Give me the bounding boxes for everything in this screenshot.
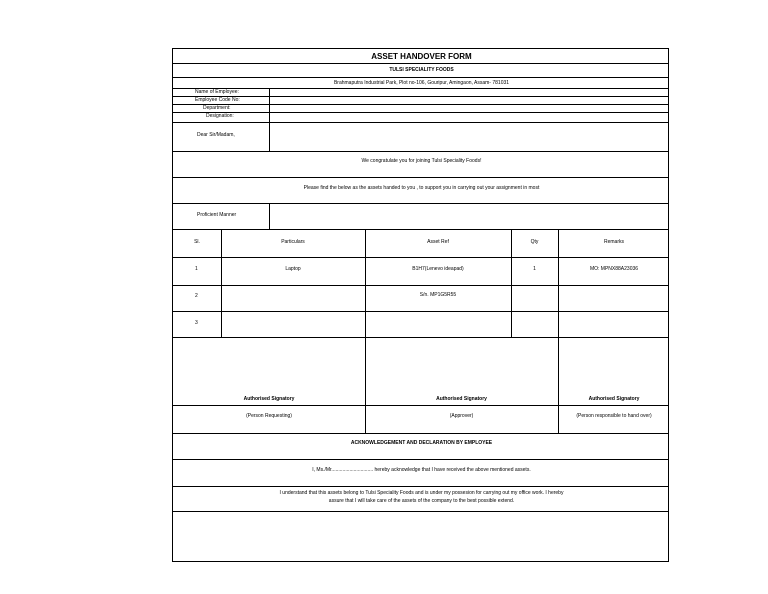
company-name: TULSI SPECIALITY FOODS [389,67,454,73]
divider [173,337,668,338]
intro-text: Please find the below as the assets handed to you , to support you in carrying out your assignment in most [303,185,540,191]
divider [173,177,668,178]
row-1-particulars: Laptop [285,266,301,272]
divider [173,77,668,78]
company-address: Brahmaputra Industrial Park, Plot no-106, Gouripur, Amingaon, Assam- 781031 [333,80,510,86]
divider [173,433,668,434]
row-3-sl: 3 [195,320,198,326]
table-column-divider [365,229,366,433]
column-header-particulars: Particulars [281,239,305,245]
declaration-line-2: assure that I will take care of the assets of the company to the best possible extend. [328,498,515,504]
form-title: ASSET HANDOVER FORM [371,52,472,61]
row-1-sl: 1 [195,266,198,272]
divider [173,96,668,97]
table-row-border [173,285,668,286]
row-2-sl: 2 [195,293,198,299]
column-header-asset-ref: Asset Ref [427,239,449,245]
label-column-divider [269,88,270,151]
divider [173,511,668,512]
employee-code-label: Employee Code No: [195,97,240,103]
divider [173,151,668,152]
declaration-line-1: I understand that this assets belong to Tulsi Speciality Foods and is under my possesion for carrying out my office work. I hereby [279,490,564,496]
designation-label: Designation: [206,113,234,119]
row-1-remarks: MO: MPNX88A23036 [589,266,639,272]
divider [173,122,668,123]
congratulation-text: We congratulate you for joining Tulsi Speciality Foods! [361,158,482,164]
divider [173,63,668,64]
table-column-divider [511,229,512,337]
divider [173,486,668,487]
table-row-border [173,257,668,258]
table-column-divider [558,229,559,433]
row-1-asset-ref: B1H7(Lenevo ideapad) [412,266,464,272]
signatory-1-role: (Person Requesting) [246,413,292,419]
table-column-divider [221,229,222,337]
department-label: Department: [203,105,231,111]
row-2-asset-ref: S/n. MP1G5R55 [419,292,457,298]
salutation: Dear Sir/Madam, [197,132,235,138]
divider [173,203,668,204]
table-row-border [173,311,668,312]
signatory-3-role: (Person responsible to hand over) [576,413,652,419]
manner-column-divider [269,203,270,229]
divider [173,104,668,105]
divider [173,112,668,113]
asset-handover-form [172,48,669,562]
table-top-border [173,229,668,230]
signatory-2-role: (Approver) [449,413,474,419]
signatory-2-title: Authorised Signatory [436,396,487,402]
signatory-3-title: Authorised Signatory [588,396,640,402]
signatory-1-title: Authorised Signatory [243,396,295,402]
acknowledgement-statement: I, Ms./Mr.............................. hereby acknowledge that I have received the above mentioned assets. [312,467,531,473]
column-header-remarks: Remarks [603,239,624,245]
row-1-qty: 1 [533,266,536,272]
column-header-sl: Sl. [194,239,200,245]
divider [173,405,668,406]
divider [173,88,668,89]
divider [173,459,668,460]
acknowledgement-heading: ACKNOWLEDGEMENT AND DECLARATION BY EMPLOYEE [350,440,493,446]
column-header-qty: Qty [530,239,539,245]
proficient-manner-label: Proficient Manner [197,212,237,218]
employee-name-label: Name of Employee: [195,89,239,95]
